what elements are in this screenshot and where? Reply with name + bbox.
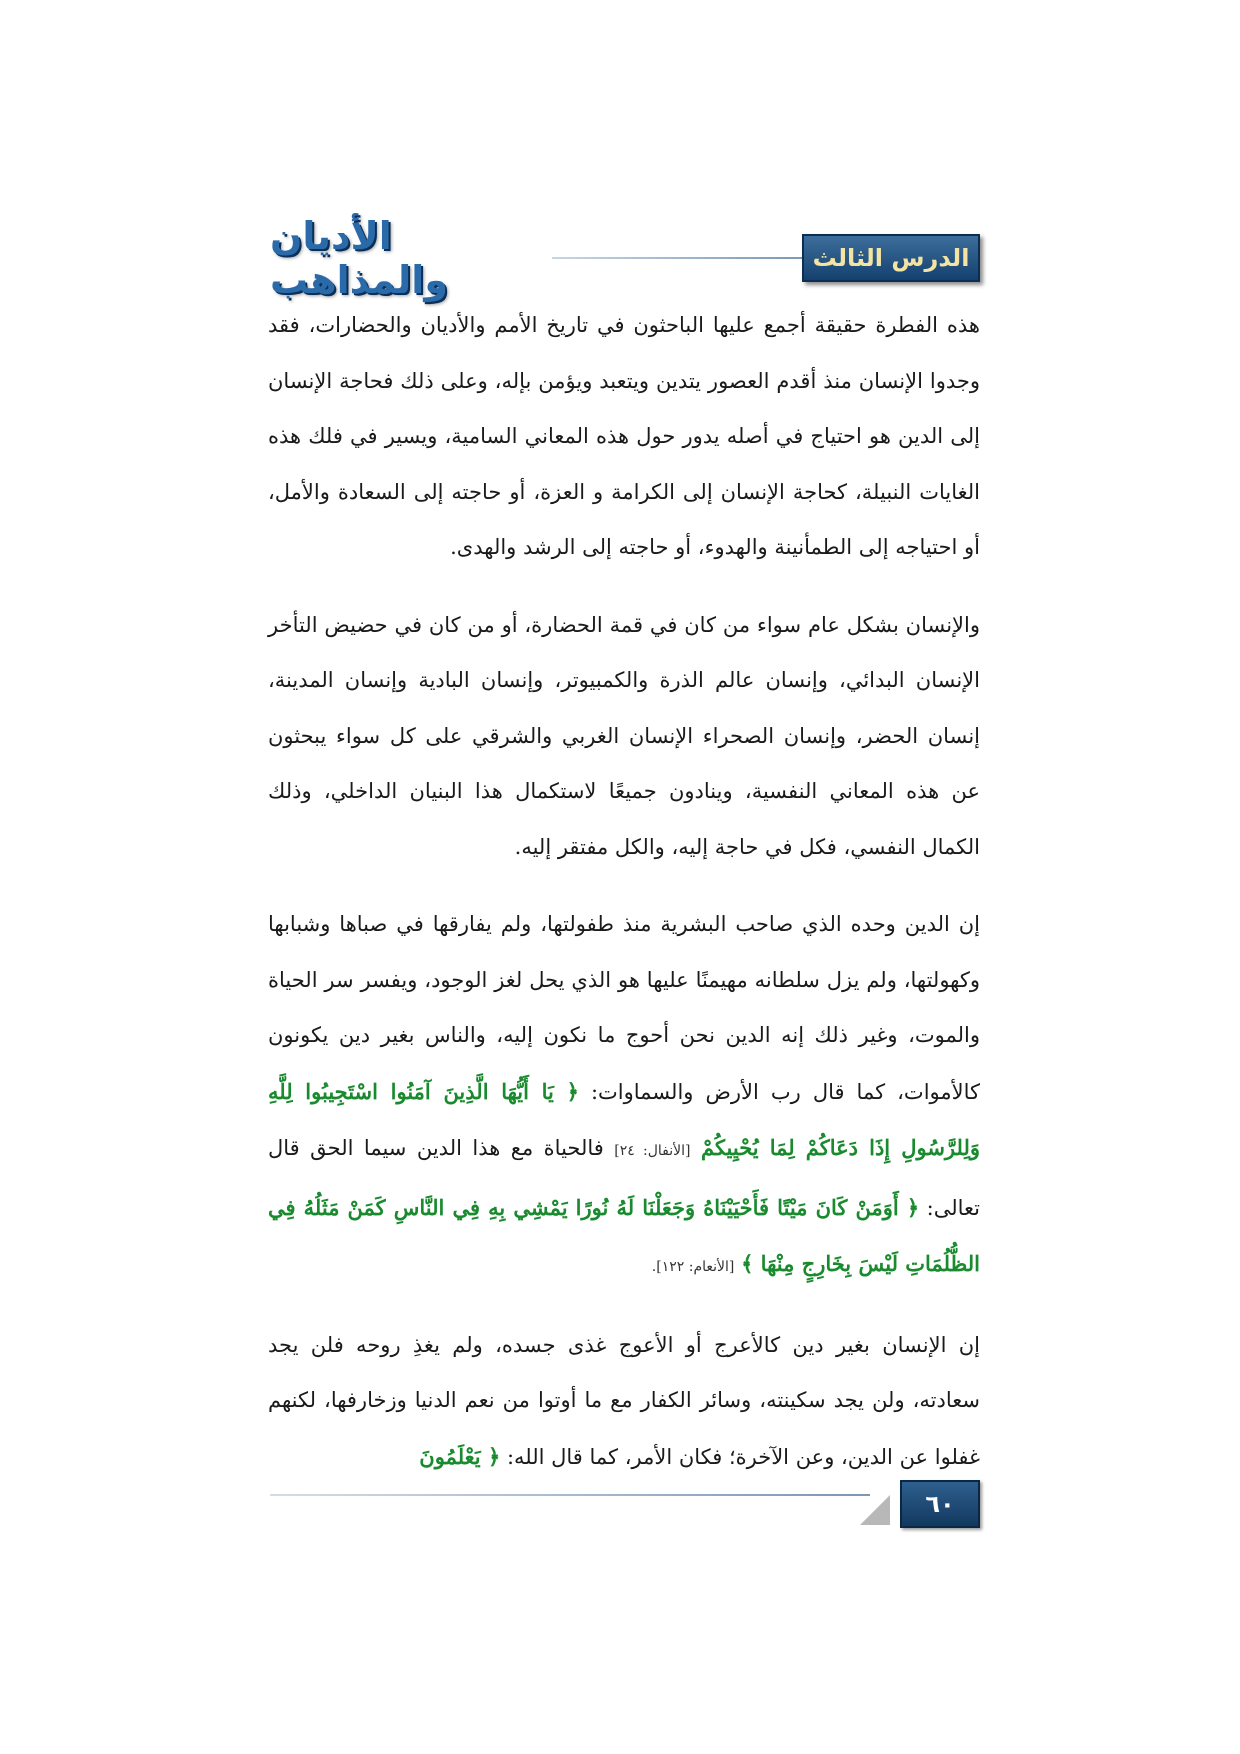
paragraph-3 (268, 897, 980, 1296)
paragraph-3-text-1: إن الدين وحده الذي صاحب البشرية منذ طفولتها، ولم يفارقها في صباها وشبابها وكهولتها، ولم يزل سلطانه مهيمنًا عليها هو الذي يحل لغز الوجود، ويفسر سر الحياة والموت، وغير ذلك إنه الدين نحن أحوج ما نكون إليه، والناس بغير دين يكونون كالأموات، كما قال رب الأرض والسماوات: (268, 912, 980, 1104)
quran-verse-2: ﴿ أَوَمَنْ كَانَ مَيْتًا فَأَحْيَيْنَاهُ وَجَعَلْنَا لَهُ نُورًا يَمْشِي بِهِ فِي النَّاسِ كَمَنْ مَثَلُهُ فِي الظُّلُمَاتِ لَيْسَ بِخَارِجٍ مِنْهَا ﴾ (268, 1194, 980, 1276)
page-footer (270, 1480, 980, 1530)
paragraph-3-text-2: فالحياة مع هذا الدين سيما الحق قال تعالى: (268, 1136, 980, 1220)
page-header (270, 214, 980, 302)
paragraph-4 (268, 1318, 980, 1486)
lesson-label: الدرس الثالث (812, 244, 970, 272)
verse-reference-2: [الأنعام: ١٢٢]. (651, 1259, 735, 1275)
page-number: ٦٠ (925, 1490, 955, 1518)
footer-divider (270, 1494, 870, 1496)
lesson-badge (802, 234, 980, 282)
footer-corner-decoration (860, 1495, 890, 1525)
quran-verse-1: ﴿ يَا أَيُّهَا الَّذِينَ آمَنُوا اسْتَجِيبُوا لِلَّهِ وَلِلرَّسُولِ إِذَا دَعَاكُمْ لِمَا يُحْيِيكُمْ (268, 1078, 981, 1160)
header-divider (552, 257, 842, 259)
quran-verse-3: ﴿ يَعْلَمُونَ (419, 1443, 501, 1469)
paragraph-4-text: إن الإنسان بغير دين كالأعرج أو الأعوج غذى جسده، ولم يغذِ روحه فلن يجد سعادته، ولن يجد سكينته، وسائر الكفار مع ما أوتوا من نعم الدنيا وزخارفها، لكنهم غفلوا عن الدين، وعن الآخرة؛ فكان الأمر، كما قال الله: (268, 1332, 980, 1469)
page-number-badge (900, 1480, 980, 1528)
body-text (268, 298, 980, 1503)
book-title: الأديان والمذاهب (270, 214, 448, 302)
paragraph-1: هذه الفطرة حقيقة أجمع عليها الباحثون في تاريخ الأمم والأديان والحضارات، فقد وجدوا الإنسان منذ أقدم العصور يتدين ويتعبد ويؤمن بإله، وعلى ذلك فحاجة الإنسان إلى الدين هو احتياج في أصله يدور حول هذه المعاني السامية، ويسير في فلك هذه الغايات النبيلة، كحاجة الإنسان إلى الكرامة و العزة، أو حاجته إلى السعادة والأمل، أو احتياجه إلى الطمأنينة والهدوء، أو حاجته إلى الرشد والهدى. (268, 313, 980, 559)
paragraph-2: والإنسان بشكل عام سواء من كان في قمة الحضارة، أو من كان في حضيض التأخر الإنسان البدائي، وإنسان عالم الذرة والكمبيوتر، وإنسان البادية وإنسان المدينة، إنسان الحضر، وإنسان الصحراء الإنسان الغربي والشرقي على كل سواء يبحثون عن هذه المعاني النفسية، وينادون جميعًا لاستكمال هذا البنيان الداخلي، وذلك الكمال النفسي، فكل في حاجة إليه، والكل مفتقر إليه. (268, 612, 980, 859)
verse-reference-1: [الأنفال: ٢٤] (614, 1143, 691, 1159)
